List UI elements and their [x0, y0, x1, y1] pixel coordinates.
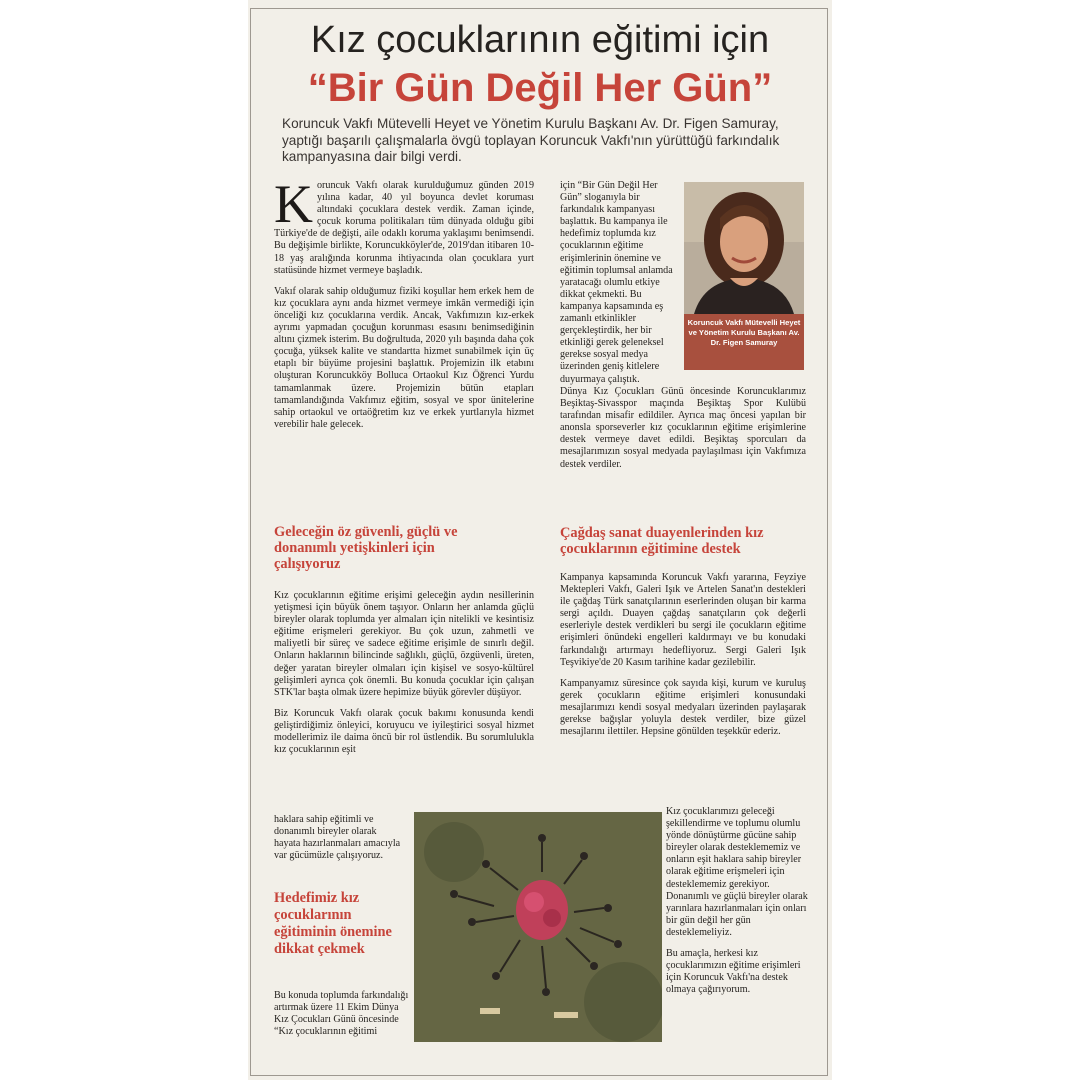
paragraph: Bu amaçla, herkesi kız çocuklarımızın eğitime erişimleri için Koruncuk Vakfı'na destek olmaya çağırıyorum.	[666, 948, 801, 996]
column1-mid	[274, 590, 534, 812]
paragraph: Kız çocuklarımızı geleceği şekillendirme ve toplumu olumlu yönde dönüştürme gücüne sahip bireyler olarak desteklememiz ve onların eşit haklara sahip bireyler olarak eğitime erişmeleri için desteklememiz gerekiyor. Donanımlı ve güçlü bireyler olarak yarınlara hazırlanmaları için onları bir gün değil her gün desteklemeliyiz.	[666, 806, 808, 938]
intro-paragraph: Koruncuk Vakfı olarak kurulduğumuz günden 2019 yılına kadar, 40 yıl boyunca devlet koruması altındaki çocuklara destek verdik. Zaman içinde, çocuk koruma politikaları tüm dünyada olduğu gibi Türkiye'de de değişti, aile odaklı koruma yaklaşımı benimsendi. Bu değişimle birlikte, Koruncukköyler'de, 2019'dan itibaren 10-18 yaş aralığında korunma ihtiyacında olan çocuklara yurt statüsünde hizmet vermeye başladık.	[274, 180, 534, 276]
subheading-1: Geleceğin öz güvenli, güçlü ve donanımlı yetişkinleri için çalışıyoruz	[274, 524, 458, 572]
column1-bottom	[274, 990, 410, 1064]
paragraph: Kampanya kapsamında Koruncuk Vakfı yararına, Feyziye Mektepleri Vakfı, Galeri Işık ve Artelen Sanat'ın destekleri ile çağdaş Türk sanatçılarının eserlerinden oluşan bir karma sergi açıldı. Duayen çağdaş sanatçıların çok değerli eserleriyle destek verdikleri bu sergi ile çocukların eğitime erişimleri önündeki engelleri kaldırmayı ve bu konudaki farkındalığı artırmayı hedefliyoruz. Sergi Galeri Işık Teşvikiye'de 20 Kasım tarihine kadar gezilebilir.	[560, 572, 806, 668]
woman-portrait-illustration	[684, 182, 804, 314]
column2-narrow-bottom	[666, 806, 812, 1062]
portrait-caption: Koruncuk Vakfı Mütevelli Heyet ve Yönetim Kurulu Başkanı Av. Dr. Figen Samuray	[687, 318, 801, 347]
article-deck: Koruncuk Vakfı Mütevelli Heyet ve Yönetim Kurulu Başkanı Av. Dr. Figen Samuray, yaptığı başarılı çalışmalarla övgü toplayan Koruncuk Vakfı'nın yürüttüğü farkındalık kampanyasına dair bilgi verdi.	[282, 116, 780, 164]
subheading-3: Hedefimiz kız çocuklarının eğitiminin önemine dikkat çekmek	[274, 890, 392, 957]
headline-line2: “Bir Gün Değil Her Gün”	[307, 66, 773, 110]
paragraph: Dünya Kız Çocukları Günü öncesinde Koruncuklarımız Beşiktaş-Sivasspor maçında Beşiktaş Spor Kulübü tarafından misafir edildiler. Ayrıca maç öncesi yapılan bir anonsla sporseverler kız çocuklarının eğitime erişimlerine destek vermeye davet edildi. Beşiktaş sporcuları da mesajlarımızın sosyal medyada paylaşılması için Vakfımıza destek verdiler.	[560, 386, 806, 470]
newspaper-page	[248, 0, 832, 1080]
paragraph: Bu konuda toplumda farkındalığı artırmak üzere 11 Ekim Dünya Kız Çocukları Günü öncesinde “Kız çocuklarının eğitimi	[274, 990, 409, 1038]
column2-narrow	[560, 180, 678, 390]
headline-line1: Kız çocuklarının eğitimi için	[310, 19, 770, 61]
paragraph: Kız çocuklarının eğitime erişimi geleceğin aydın nesillerinin yetişmesi için büyük önem taşıyor. Onların her anlamda güçlü bireyler olarak toplumda yer almaları için nitelikli ve kesintisiz eğitime erişmeleri gerekiyor. Bu çok uzun, zahmetli ve maliyetli bir süreç ve sadece eğitime erişimle de sınırlı değil. Onların haklarının bilincinde sağlıklı, güçlü, özgüvenli, üreten, değer yaratan bireyler olmaları için kişisel ve sosyo-kültürel gelişimleri ayrıca çok önemli. Bu konuda çocuklar için çalışan STK'lar başta olmak üzere hepimize büyük görevler düşüyor.	[274, 590, 534, 698]
portrait-image	[684, 182, 804, 314]
paragraph: Biz Koruncuk Vakfı olarak çocuk bakımı konusunda kendi geliştirdiğimiz önleyici, koruyucu ve iyileştirici sosyal hizmet modellerimiz ile daima öncü bir rol üstlendik. Bu sorumlulukla kız çocuklarının eşit	[274, 707, 534, 756]
paragraph: için “Bir Gün Değil Her Gün” sloganıyla bir farkındalık kampanyası başlattık. Bu kampanya ile hedefimiz toplumda kız çocuklarının eğitime erişimlerinin önemine ve eğitimin toplumsal anlamda yaratacağı olumlu etkiye dikkat çekmekti. Bu kampanya kapsamında eş zamanlı etkinlikler gerçekleştirdik, her bir etkinliği gerek geleneksel gerekse sosyal medya üzerinden geniş kitlelere duyurmaya çalıştık.	[560, 180, 673, 385]
column2-upper	[560, 386, 806, 506]
subheading-2: Çağdaş sanat duayenlerinden kız çocuklarının eğitimine destek	[560, 525, 764, 557]
children-circle-photo	[414, 812, 662, 1042]
paragraph: haklara sahip eğitimli ve donanımlı bireyler olarak hayata hazırlanmaları amacıyla var gücümüzle çalışıyoruz.	[274, 814, 401, 862]
column1-narrow	[274, 814, 404, 876]
group-aerial-illustration	[414, 812, 662, 1042]
paragraph: Kampanyamız süresince çok sayıda kişi, kurum ve kuruluş gerek çocukların eğitime erişimleri konusundaki mesajlarımızı kendi sosyal medyaları üzerinden paylaşarak gerekse bağışlar yoluyla destek verdiler, bize güzel mesajlarını ilettiler. Hepsine gönülden teşekkür ederiz.	[560, 677, 806, 738]
column2-mid	[560, 572, 806, 804]
column1-top	[274, 180, 534, 510]
drop-cap: K	[274, 180, 313, 234]
portrait-photo	[684, 182, 804, 370]
paragraph: Vakıf olarak sahip olduğumuz fiziki koşullar hem erkek hem de kız çocuklara aynı anda hizmet vermeye imkân vermediği için önceliği kız çocuklarına verdik. Ancak, Vakfımızın kız-erkek ayrımı yapmadan çocuğun korunması esasını benimsediğinin altını çizmek isterim. Bu doğrultuda, 2020 yılı başında daha çok çocuğa, yüksek kalite ve standartta hizmet sunabilmek için üç etaplı bir büyüme projesini başlattık. Projemizin ilk etabını oluşturan Koruncukköy Bolluca Ortaokul Kız Öğrenci Yurdu tamamlanmak üzere. Projemizin bütün etapları tamamlandığında Vakfımız eğitim, sosyal ve spor ünitelerine sahip ortaokul ve ortaöğretim kız ve erkek yurtlarıyla hizmet verebilir hale gelecek.	[274, 285, 534, 430]
